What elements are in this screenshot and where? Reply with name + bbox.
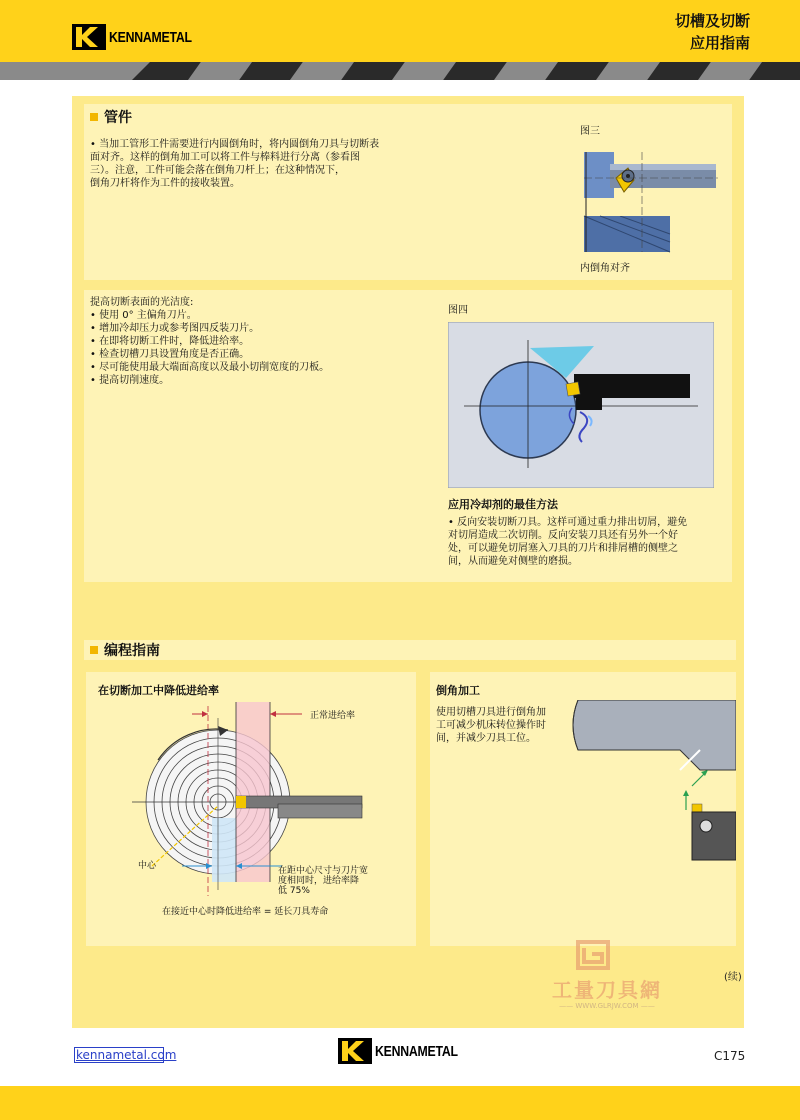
chamfer-text: 使用切槽刀具进行倒角加 工可减少机床转位操作时 间，并减少刀具工位。 xyxy=(436,707,546,744)
programming-heading-text: 编程指南 xyxy=(104,643,160,659)
feed-reduction-title: 在切断加工中降低进给率 xyxy=(98,684,219,697)
finish-item: • 增加冷却压力或参考图四反装刀片。 xyxy=(90,323,260,334)
page-number: C175 xyxy=(714,1049,746,1063)
page-title xyxy=(675,10,750,54)
watermark xyxy=(532,940,682,1018)
feed-reduction-diagram xyxy=(122,700,412,912)
chamfer-diagram xyxy=(568,700,736,864)
feed-reduction-note: 在接近中心时降低进给率 = 延长刀具寿命 xyxy=(162,907,329,917)
coolant-text: • 反向安装切断刀具。这样可通过重力排出切屑，避免 对切屑造成二次切削。反向安装刀具还有另外一个好 处，可以避免切屑塞入刀具的刀片和排屑槽的侧壁之 间，从而避免对侧壁的磨损。 xyxy=(448,517,688,567)
figure-3-label: 图三 xyxy=(580,126,600,137)
footer-kennametal-logo xyxy=(338,1038,476,1064)
figure-4-label: 图四 xyxy=(448,305,468,316)
chamfer-title: 倒角加工 xyxy=(436,684,480,697)
label-center: 中心 xyxy=(138,861,157,871)
bottom-bar xyxy=(0,1086,800,1120)
kennametal-k-icon xyxy=(338,1038,372,1064)
title-line-2: 应用指南 xyxy=(689,34,750,52)
website-link[interactable]: kennametal.com xyxy=(76,1048,177,1062)
tubes-heading xyxy=(90,106,132,128)
tubes-heading-text: 管件 xyxy=(104,110,132,126)
brand-wordmark: KENNAMETAL xyxy=(109,28,192,46)
finish-item: • 检查切槽刀具设置角度是否正确。 xyxy=(90,349,250,360)
label-reduce-feed: 在距中心尺寸与刀片宽 度相同时，进给率降 低 75% xyxy=(278,866,369,896)
page-header xyxy=(0,0,800,62)
heading-bullet-icon xyxy=(90,646,98,654)
content-panel xyxy=(72,96,744,1028)
finish-item: • 尽可能使用最大端面高度以及最小切削宽度的刀板。 xyxy=(90,362,330,373)
watermark-text: 工量刀具網 xyxy=(552,978,662,1002)
continued-label: (续) xyxy=(724,972,742,983)
programming-heading-bar xyxy=(84,640,736,660)
figure-3-caption: 内倒角对齐 xyxy=(580,263,630,274)
figure-3-internal-chamfer-diagram xyxy=(580,150,718,254)
kennametal-logo xyxy=(72,24,210,50)
heading-bullet-icon xyxy=(90,113,98,121)
watermark-logo-icon xyxy=(576,940,610,970)
figure-4-coolant-diagram xyxy=(448,322,714,488)
coolant-title: 应用冷却剂的最佳方法 xyxy=(448,498,558,511)
kennametal-k-icon xyxy=(72,24,106,50)
finish-item: • 使用 0° 主偏角刀片。 xyxy=(90,310,197,321)
finish-list xyxy=(90,296,410,387)
finish-item: • 在即将切断工件时，降低进给率。 xyxy=(90,336,250,347)
watermark-url: —— WWW.GLRJW.COM —— xyxy=(559,1002,655,1010)
label-normal-feed: 正常进给率 xyxy=(310,711,356,721)
header-stripes xyxy=(0,62,800,80)
finish-title: 提高切断表面的光洁度: xyxy=(90,297,194,308)
title-line-1: 切槽及切断 xyxy=(674,12,750,30)
footer-brand-wordmark: KENNAMETAL xyxy=(375,1042,458,1060)
programming-heading xyxy=(90,639,160,661)
tubes-text: • 当加工管形工件需要进行内圆倒角时，将内圆倒角刀具与切断表 面对齐。这样的倒角加工可以将工件与棒料进行分离（参看图 三）。注意，工件可能会落在倒角刀杆上；在这种情况下， 倒角刀杆将作为工件的接收装置。 xyxy=(90,139,380,189)
finish-item: • 提高切削速度。 xyxy=(90,375,170,386)
